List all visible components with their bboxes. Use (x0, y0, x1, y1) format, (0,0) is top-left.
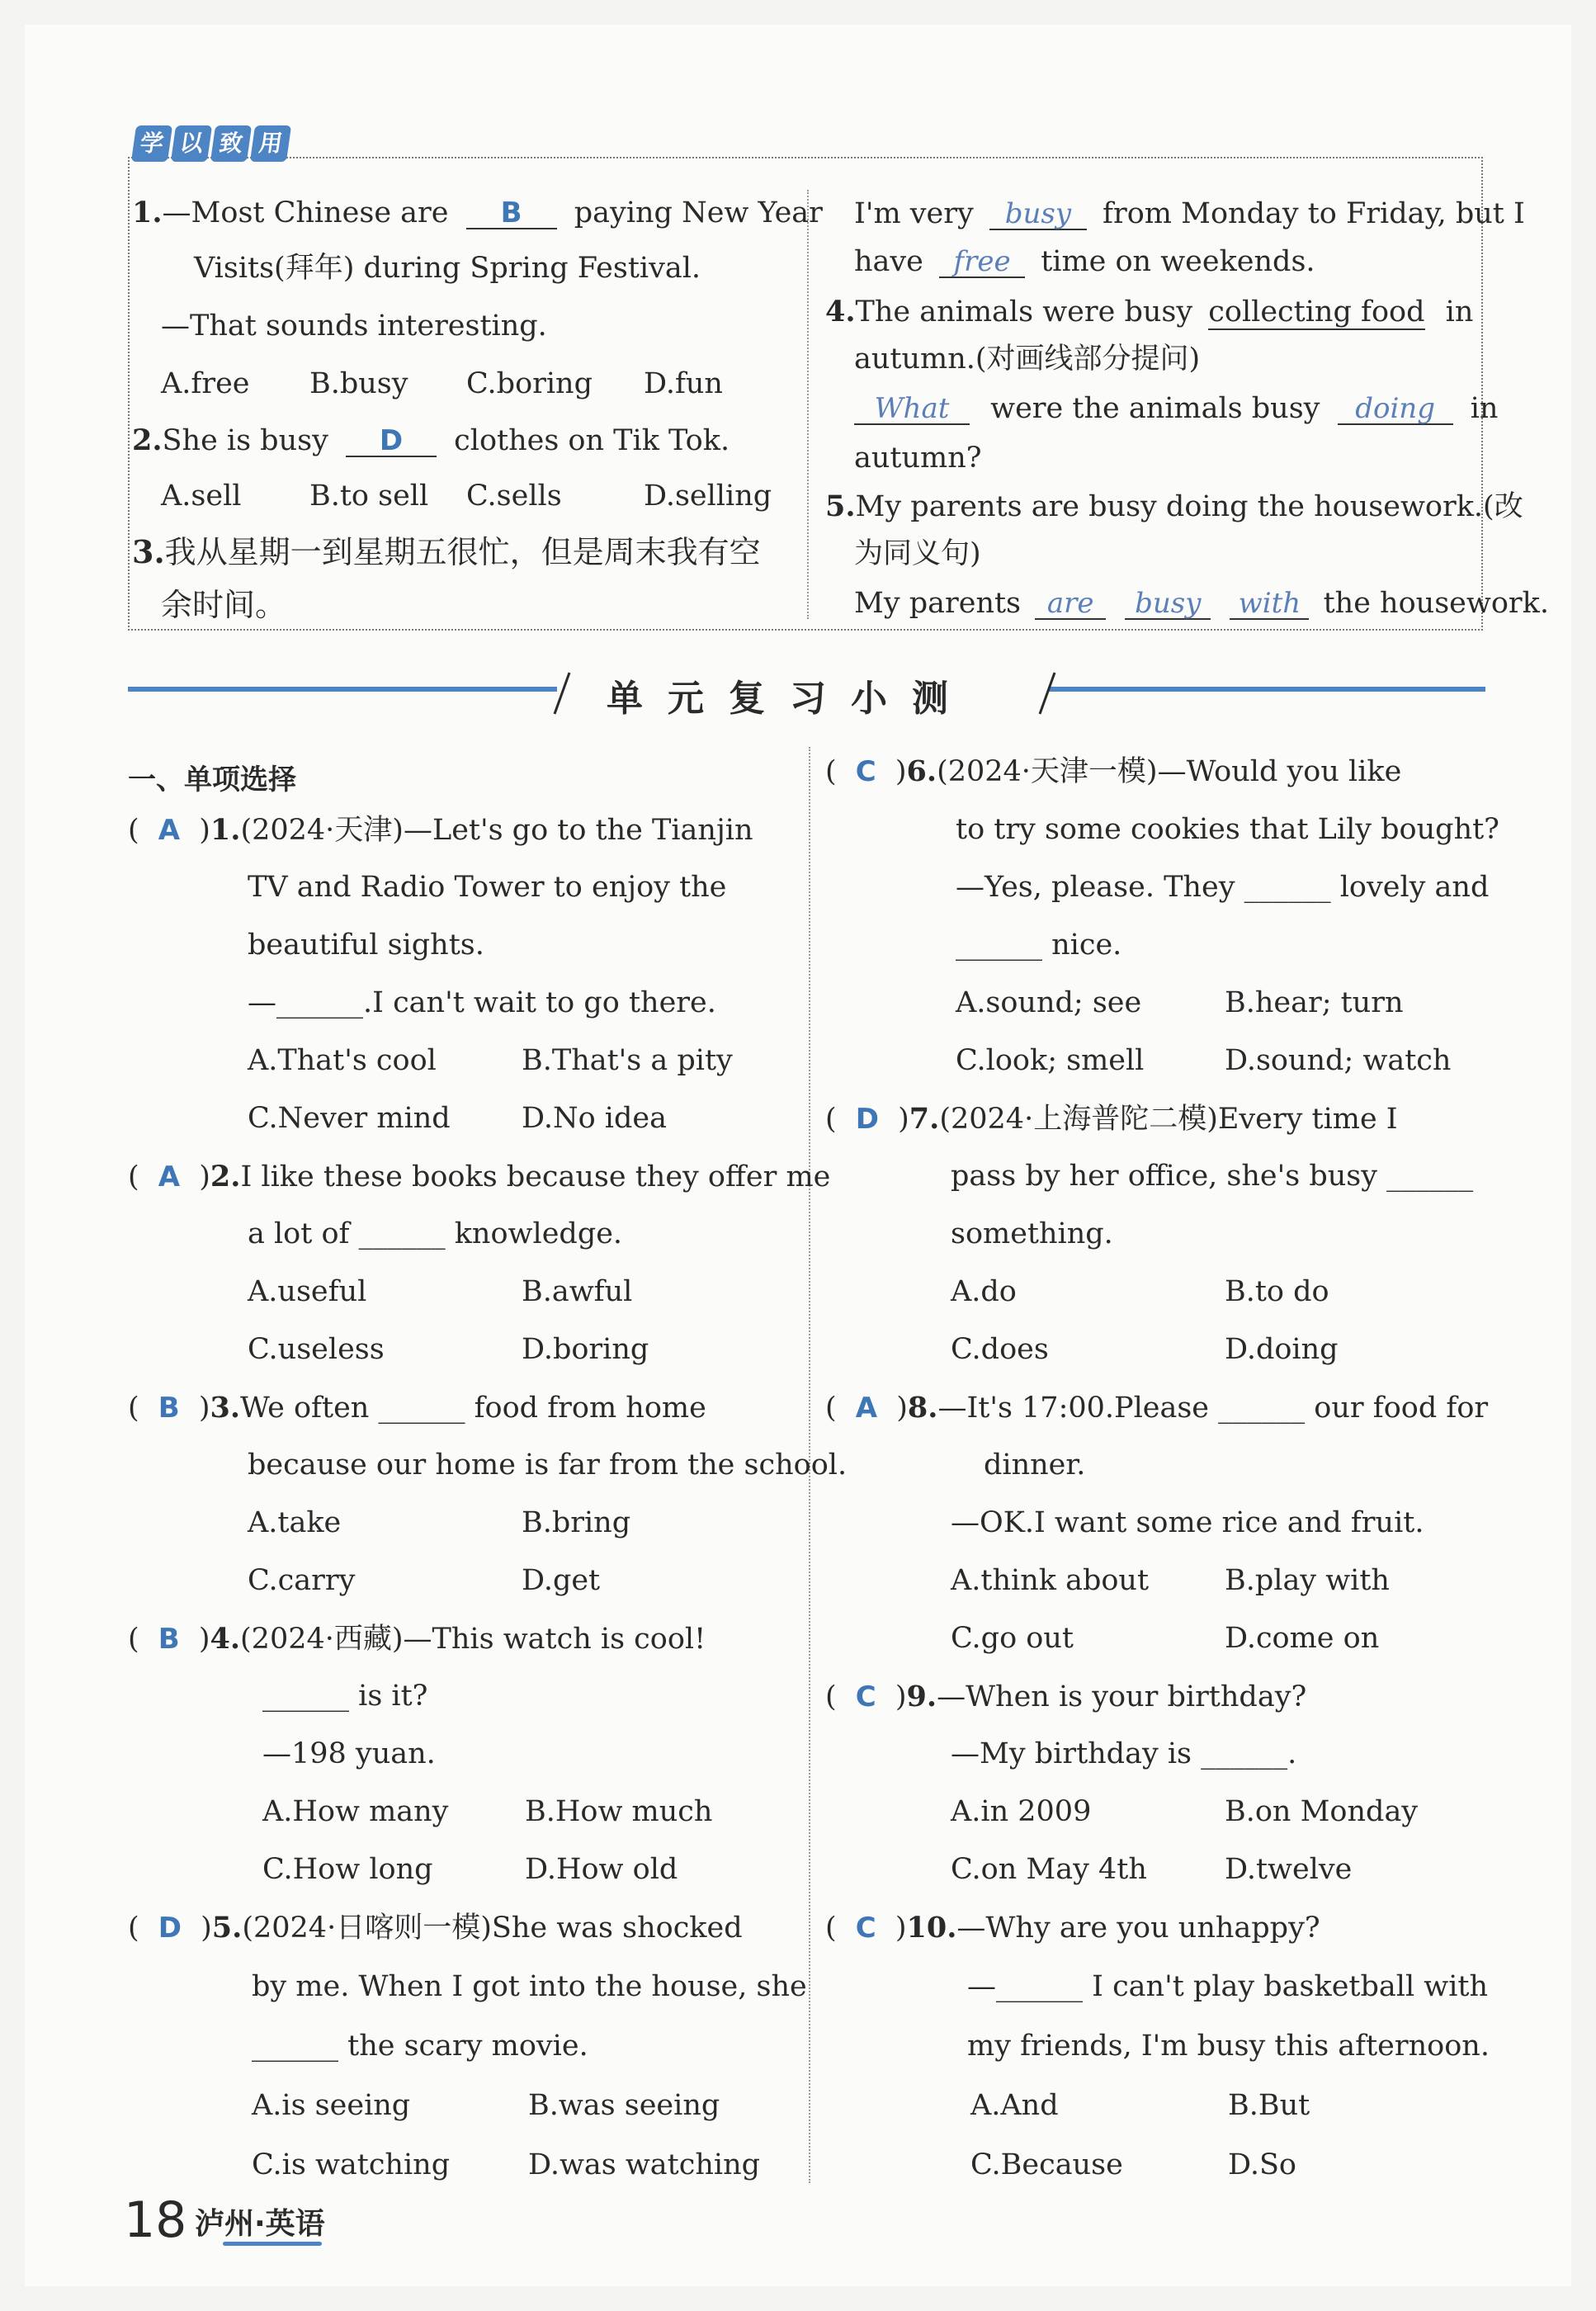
box-divider (807, 190, 809, 619)
slash-icon (1030, 669, 1063, 718)
option: A.sound; see (956, 986, 1142, 1019)
question-head: ( A )8.—It's 17:00.Please ______ our food for (825, 1391, 1489, 1425)
header-bar-right (1048, 687, 1485, 692)
option: B.was seeing (528, 2089, 720, 2122)
question-line: dinner. (984, 1449, 1086, 1482)
box-q4-line4: autumn? (854, 442, 982, 475)
question-head: ( C )9.—When is your birthday? (825, 1680, 1307, 1713)
option: C.is watching (252, 2148, 451, 2181)
tag-char: 致 (210, 125, 252, 162)
option: A.think about (951, 1564, 1150, 1597)
option: D.get (522, 1564, 601, 1597)
box-q1-line3: —That sounds interesting. (161, 310, 547, 343)
option: B.That's a pity (522, 1044, 733, 1077)
option: D.So (1228, 2148, 1296, 2181)
question-head: ( C )6.(2024·天津一模)—Would you like (825, 754, 1402, 788)
tag-char: 学 (131, 125, 172, 162)
box-q3-line1: 3.我从星期一到星期五很忙，但是周末我有空 (132, 533, 761, 570)
box-q1-opt: C.boring (466, 367, 593, 400)
option: D.doing (1225, 1333, 1339, 1366)
box-q2-opt: D.selling (644, 480, 772, 513)
option: B.on Monday (1225, 1795, 1419, 1828)
question-line: beautiful sights. (248, 929, 484, 962)
option: C.on May 4th (951, 1853, 1147, 1886)
option: D.was watching (528, 2148, 761, 2181)
option: C.useless (248, 1333, 385, 1366)
box-q3-line3: I'm very busy from Monday to Friday, but I (854, 197, 1525, 230)
option: A.in 2009 (951, 1795, 1092, 1828)
slash-icon (545, 669, 578, 718)
option: C.look; smell (956, 1044, 1145, 1077)
question-line: ______ nice. (956, 929, 1122, 962)
question-line: —My birthday is ______. (951, 1737, 1297, 1770)
option: B.to do (1225, 1275, 1329, 1308)
box-q1-line2: Visits(拜年) during Spring Festival. (194, 252, 701, 285)
tag-char: 用 (250, 125, 291, 162)
option: C.Never mind (248, 1102, 451, 1135)
question-line: to try some cookies that Lily bought? (956, 813, 1499, 846)
box-q4-line3: What were the animals busy doing in (854, 395, 1498, 425)
option: A.is seeing (252, 2089, 411, 2122)
option: B.hear; turn (1225, 986, 1404, 1019)
option: C.How long (262, 1853, 433, 1886)
question-head: ( C )10.—Why are you unhappy? (825, 1911, 1320, 1945)
question-line: because our home is far from the school. (248, 1449, 848, 1482)
option: A.How many (262, 1795, 449, 1828)
question-line: —______ I can't play basketball with (967, 1970, 1489, 2003)
option: D.twelve (1225, 1853, 1353, 1886)
option: C.Because (970, 2148, 1123, 2181)
question-head: ( B )3.We often ______ food from home (128, 1391, 706, 1425)
option: A.take (248, 1506, 342, 1539)
box-q4-line1: 4.The animals were busy collecting food in (825, 295, 1474, 328)
option: C.go out (951, 1622, 1074, 1655)
option: C.carry (248, 1564, 356, 1597)
option: A.do (951, 1275, 1017, 1308)
section-title: 一、单项选择 (128, 763, 296, 796)
question-line: pass by her office, she's busy ______ (951, 1160, 1474, 1193)
question-head: ( A )1.(2024·天津)—Let's go to the Tianjin (128, 813, 753, 847)
question-line: —198 yuan. (262, 1737, 436, 1770)
box-q2-opt: B.to sell (309, 480, 429, 513)
question-head: ( D )7.(2024·上海普陀二模)Every time I (825, 1102, 1398, 1136)
box-q2-line1: 2.She is busy D clothes on Tik Tok. (132, 423, 730, 457)
question-line: something. (951, 1217, 1113, 1250)
page-number: 18 (124, 2191, 187, 2249)
question-head: ( D )5.(2024·日喀则一模)She was shocked (128, 1911, 743, 1945)
question-line: —OK.I want some rice and fruit. (951, 1506, 1424, 1539)
box-q3-line2: 余时间。 (161, 587, 287, 623)
question-line: ______ is it? (262, 1680, 428, 1713)
option: A.useful (248, 1275, 367, 1308)
option: A.That's cool (248, 1044, 437, 1077)
option: D.No idea (522, 1102, 667, 1135)
box-q2-opt: C.sells (466, 480, 562, 513)
box-q1-opt: A.free (161, 367, 250, 400)
question-head: ( B )4.(2024·西藏)—This watch is cool! (128, 1622, 706, 1656)
question-head: ( A )2.I like these books because they offer me (128, 1160, 831, 1193)
option: D.How old (525, 1853, 678, 1886)
box-q4-line2: autumn.(对画线部分提问) (854, 343, 1201, 376)
question-line: by me. When I got into the house, she (252, 1970, 807, 2003)
box-q5-line2: 为同义句) (854, 537, 981, 570)
footer-label: 泸州·英语 (195, 2207, 325, 2241)
box-q5-line1: 5.My parents are busy doing the housework.(改 (825, 489, 1523, 523)
option: B.play with (1225, 1564, 1390, 1597)
box-q1-opt: B.busy (309, 367, 408, 400)
option: B.awful (522, 1275, 633, 1308)
practice-tag (134, 125, 289, 162)
option: A.And (970, 2089, 1059, 2122)
question-line: a lot of ______ knowledge. (248, 1217, 623, 1250)
section-header: 单元复习小测 (607, 678, 973, 720)
header-bar-left (128, 687, 557, 692)
box-q2-opt: A.sell (161, 480, 242, 513)
question-line: —______.I can't wait to go there. (248, 986, 716, 1019)
tag-char: 以 (171, 125, 212, 162)
box-q3-line4: have free time on weekends. (854, 245, 1315, 278)
question-line: TV and Radio Tower to enjoy the (248, 871, 727, 904)
option: B.How much (525, 1795, 713, 1828)
option: D.sound; watch (1225, 1044, 1452, 1077)
footer-underline (223, 2242, 322, 2246)
box-q5-line3: My parents are busy with the housework. (854, 587, 1549, 620)
option: B.bring (522, 1506, 631, 1539)
option: C.does (951, 1333, 1049, 1366)
box-q1-opt: D.fun (644, 367, 723, 400)
option: B.But (1228, 2089, 1310, 2122)
box-q1-line1: 1.—Most Chinese are B paying New Year (132, 196, 823, 229)
question-line: my friends, I'm busy this afternoon. (967, 2030, 1490, 2063)
question-line: —Yes, please. They ______ lovely and (956, 871, 1490, 904)
option: D.come on (1225, 1622, 1380, 1655)
option: D.boring (522, 1333, 649, 1366)
question-line: ______ the scary movie. (252, 2030, 588, 2063)
